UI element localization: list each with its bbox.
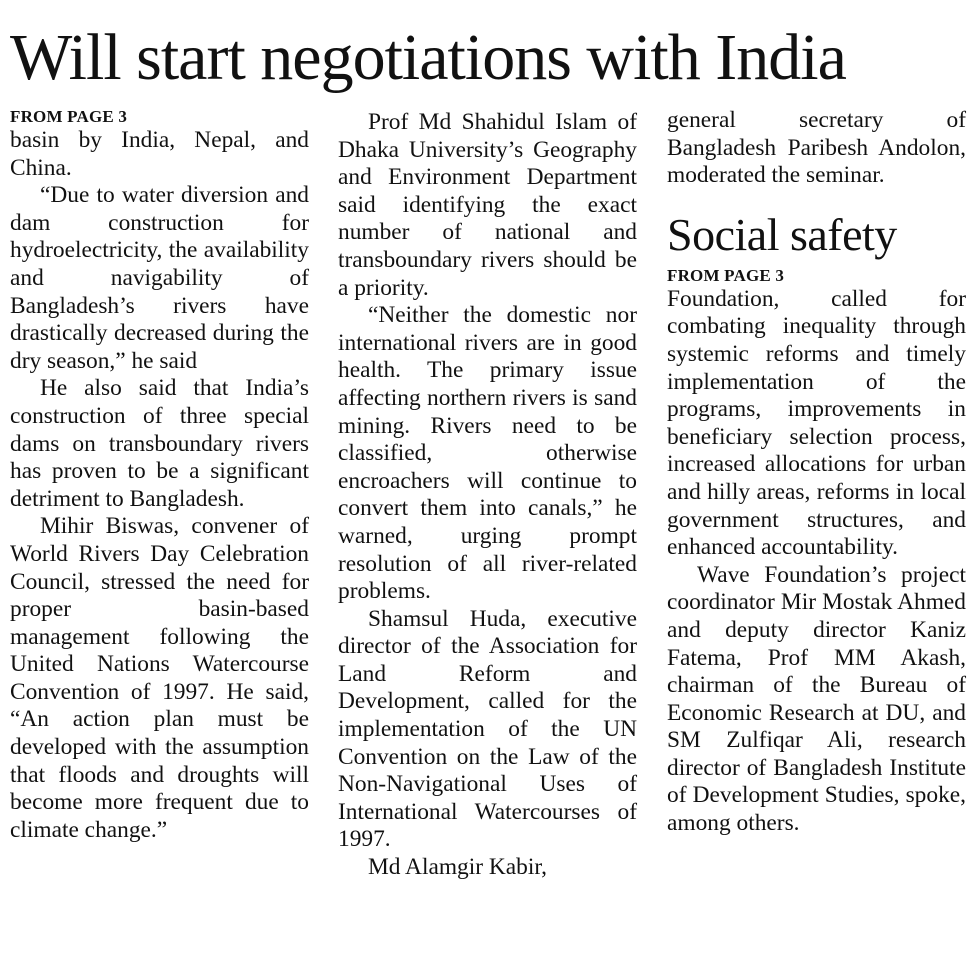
paragraph: basin by India, Nepal, and China. [10, 127, 309, 181]
paragraph: Shamsul Huda, executive director of the Association for Land Reform and Development, called for the implementation of the UN Convention on the Law of the Non-Navigational Uses of International Watercourses of 1997. [338, 605, 637, 853]
paragraph: Foundation, called for combating inequality through systemic reforms and timely implementation of the programs, improvements in beneficiary selection process, increased allocations for urban and hilly areas, reforms in local government structures, and enhanced accountability. [667, 285, 966, 561]
headline: Will start negotiations with India [10, 21, 846, 94]
paragraph: “Neither the domestic nor international rivers are in good health. The primary issue affecting northern rivers is sand mining. Rivers need to be classified, otherwise encroachers will continue to convert them into canals,” he warned, urging prompt resolution of all river-related problems. [338, 302, 637, 605]
paragraph: “Due to water diversion and dam construction for hydroelectricity, the availability and navigability of Bangladesh’s rivers have drastically decreased during the dry season,” he said [10, 182, 309, 374]
paragraph: He also said that India’s construction of three special dams on transboundary rivers has proven to be a significant detriment to Bangladesh. [10, 375, 309, 512]
article-column-2 [338, 109, 637, 882]
article-column-1 [10, 107, 309, 844]
paragraph: Md Alamgir Kabir, [368, 854, 548, 881]
social-safety-headline: Social safety [667, 208, 897, 260]
paragraph: general secretary of Bangladesh Paribesh Andolon, moderated the seminar. [667, 107, 966, 189]
paragraph: Prof Md Shahidul Islam of Dhaka University’s Geography and Environment Department said identifying the exact number of national and transboundary rivers should be a priority. [338, 109, 637, 301]
paragraph: Wave Foundation’s project coordinator Mir Mostak Ahmed and deputy director Kaniz Fatema, Prof MM Akash, chairman of the Bureau of Economic Research at DU, and SM Zulfiqar Ali, research director of Bangladesh Institute of Development Studies, spoke, among others. [667, 561, 966, 837]
from-page-kicker: FROM PAGE 3 [10, 107, 128, 126]
article-column-3 [667, 107, 966, 838]
from-page-kicker: FROM PAGE 3 [667, 265, 785, 285]
paragraph: Mihir Biswas, convener of World Rivers Day Celebration Council, stressed the need for proper basin-based management following the United Nations Watercourse Convention of 1997. He said, “An action plan must be developed with the assumption that floods and droughts will become more frequent due to climate change.” [10, 513, 309, 843]
